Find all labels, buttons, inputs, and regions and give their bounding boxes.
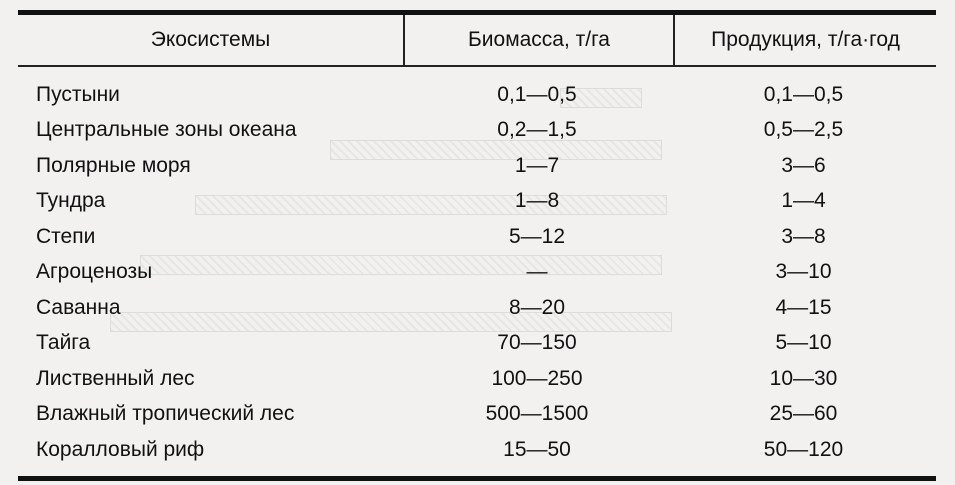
table-row xyxy=(18,397,936,433)
biomass-cell: 100—250 xyxy=(491,366,583,390)
ecosystem-cell: Степи xyxy=(36,224,96,248)
bottom-rule xyxy=(18,476,936,481)
ecosystem-cell: Лиственный лес xyxy=(36,366,195,390)
biomass-cell: 8—20 xyxy=(508,295,566,319)
biomass-cell: 500—1500 xyxy=(485,402,589,426)
ecosystem-cell: Центральные зоны океана xyxy=(36,118,297,142)
table-row xyxy=(18,326,936,362)
production-cell: 10—30 xyxy=(769,366,838,390)
table-body xyxy=(18,67,936,468)
header-ecosystems: Экосистемы xyxy=(18,15,405,65)
table-row xyxy=(18,77,936,113)
ecosystem-cell: Тундра xyxy=(36,189,106,213)
table-header xyxy=(18,15,936,67)
biomass-cell: 5—12 xyxy=(508,224,566,248)
production-cell: 3—8 xyxy=(781,224,826,248)
ecosystem-cell: Пустыни xyxy=(36,82,120,106)
table-row xyxy=(18,148,936,184)
production-cell: 4—15 xyxy=(775,295,832,319)
biomass-cell: 70—150 xyxy=(497,331,577,355)
biomass-cell: 0,1—0,5 xyxy=(497,82,577,106)
production-cell: 3—10 xyxy=(775,260,832,284)
ecosystem-cell: Агроценозы xyxy=(36,260,153,284)
table-row xyxy=(18,113,936,149)
production-cell: 1—4 xyxy=(781,189,826,213)
production-cell: 0,5—2,5 xyxy=(763,118,844,142)
biomass-cell: 1—8 xyxy=(514,189,560,213)
production-cell: 5—10 xyxy=(775,331,832,355)
biomass-cell: 0,2—1,5 xyxy=(497,118,577,142)
header-production: Продукция, т/га·год xyxy=(711,28,900,51)
production-cell: 0,1—0,5 xyxy=(763,82,844,106)
biomass-cell: — xyxy=(526,260,548,284)
production-cell: 25—60 xyxy=(769,402,838,426)
production-cell: 3—6 xyxy=(781,153,826,177)
header-biomass: Биомасса, т/га xyxy=(405,15,675,65)
production-cell: 50—120 xyxy=(763,437,844,461)
ecosystem-cell: Коралловый риф xyxy=(36,437,205,461)
ecosystem-cell: Тайга xyxy=(36,331,91,355)
ecosystem-table xyxy=(18,10,936,481)
table-row xyxy=(18,184,936,220)
biomass-cell: 1—7 xyxy=(514,153,560,177)
ecosystem-cell: Полярные моря xyxy=(36,153,191,177)
table-row xyxy=(18,290,936,326)
ecosystem-cell: Саванна xyxy=(36,295,121,319)
table-row xyxy=(18,432,936,468)
table-row xyxy=(18,255,936,291)
ecosystem-cell: Влажный тропический лес xyxy=(36,402,295,426)
table-row xyxy=(18,219,936,255)
biomass-cell: 15—50 xyxy=(503,437,571,461)
table-row xyxy=(18,361,936,397)
